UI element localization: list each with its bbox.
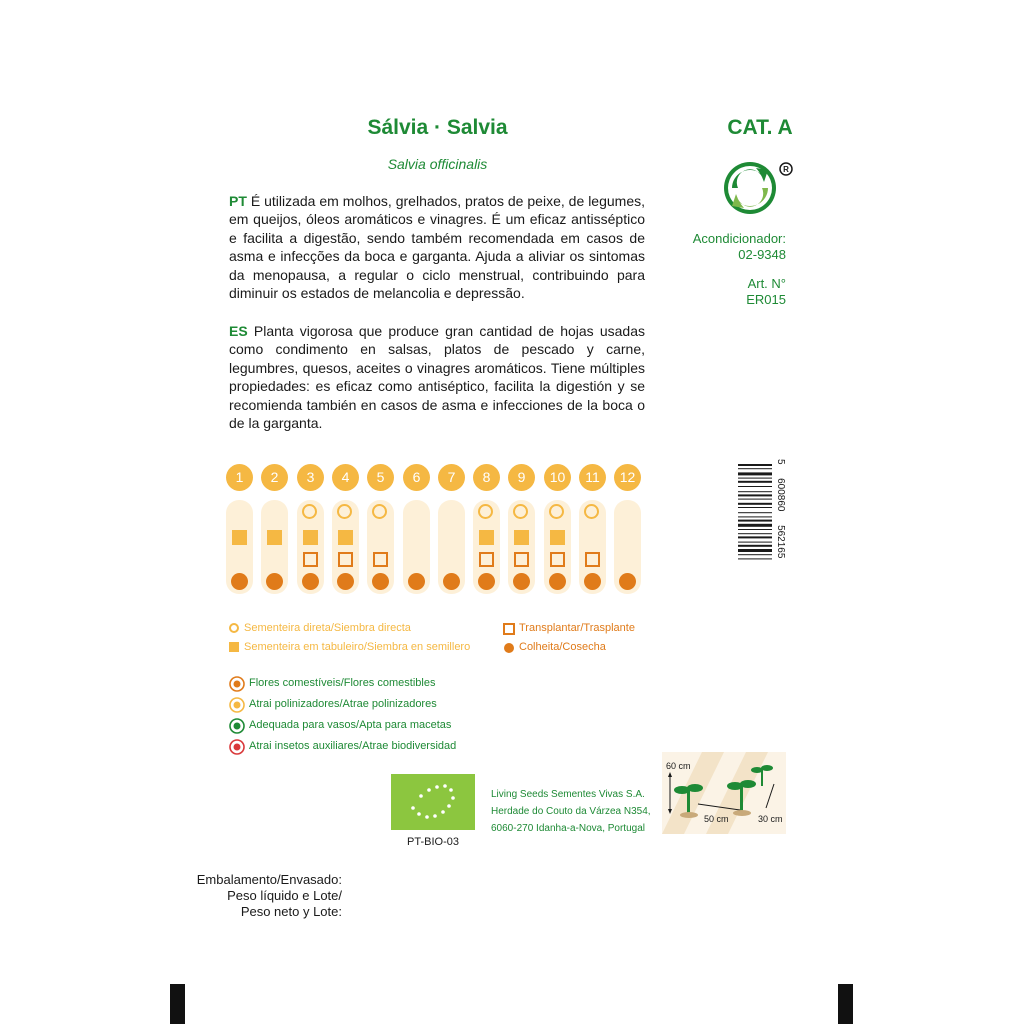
harvest-mark	[549, 573, 566, 590]
edible-flower-icon	[229, 676, 245, 692]
tray-sowing-legend-icon	[229, 642, 239, 652]
packaging-line-3: Peso neto y Lote:	[240, 904, 342, 919]
packaging-line-2: Peso líquido e Lote/	[227, 888, 342, 903]
pot-icon	[229, 718, 245, 734]
plant-spacing-diagram	[662, 752, 786, 834]
legend-tray-sowing: Sementeira em tabuleiro/Siembra en semillero	[244, 641, 471, 653]
feature-label: Atrai insetos auxiliares/Atrae biodiversidad	[249, 740, 457, 752]
tray-sowing-mark	[479, 530, 494, 545]
direct-sowing-mark	[372, 504, 387, 519]
acondicionador	[660, 231, 786, 263]
transplant-mark	[585, 552, 600, 567]
crop-mark-right	[838, 984, 853, 1024]
article-label: Art. N°	[747, 276, 786, 291]
sowing-calendar	[226, 462, 646, 602]
acondicionador-label: Acondicionador:	[692, 231, 786, 246]
insect-icon	[229, 739, 245, 755]
company-line-3: 6060-270 Idanha-a-Nova, Portugal	[491, 823, 645, 834]
tray-sowing-mark	[338, 530, 353, 545]
harvest-legend-icon	[504, 643, 514, 653]
description-pt	[229, 192, 645, 302]
feature-label: Atrai polinizadores/Atrae polinizadores	[249, 698, 437, 710]
pollinator-icon	[229, 697, 245, 713]
direct-sowing-mark	[302, 504, 317, 519]
tray-sowing-mark	[514, 530, 529, 545]
spacing-row: 50 cm	[704, 814, 729, 824]
tray-sowing-mark	[232, 530, 247, 545]
company-line-1: Living Seeds Sementes Vivas S.A.	[491, 789, 645, 800]
tray-sowing-mark	[303, 530, 318, 545]
feature-label: Adequada para vasos/Apta para macetas	[249, 719, 452, 731]
eu-organic-logo	[391, 774, 475, 830]
month-number: 11	[579, 464, 606, 491]
transplant-legend-icon	[503, 623, 515, 635]
organic-code: PT-BIO-03	[407, 836, 459, 848]
tray-sowing-mark	[267, 530, 282, 545]
article-value: ER015	[746, 292, 786, 307]
latin-name: Salvia officinalis	[387, 156, 488, 172]
harvest-mark	[443, 573, 460, 590]
direct-sowing-mark	[337, 504, 352, 519]
harvest-mark	[478, 573, 495, 590]
feature-label: Flores comestíveis/Flores comestibles	[249, 677, 436, 689]
harvest-mark	[584, 573, 601, 590]
direct-sowing-mark	[584, 504, 599, 519]
lang-code-es: ES	[229, 323, 248, 339]
month-number: 8	[473, 464, 500, 491]
month-number: 12	[614, 464, 641, 491]
transplant-mark	[373, 552, 388, 567]
product-title: Sálvia · Salvia	[367, 116, 508, 139]
direct-sowing-legend-icon	[229, 623, 239, 633]
harvest-mark	[372, 573, 389, 590]
month-number: 5	[367, 464, 394, 491]
harvest-mark	[408, 573, 425, 590]
month-number: 1	[226, 464, 253, 491]
month-number: 3	[297, 464, 324, 491]
transplant-mark	[338, 552, 353, 567]
month-number: 7	[438, 464, 465, 491]
spacing-height: 60 cm	[666, 761, 691, 771]
feature-list	[229, 677, 529, 761]
harvest-mark	[266, 573, 283, 590]
transplant-mark	[550, 552, 565, 567]
month-number: 10	[544, 464, 571, 491]
tray-sowing-mark	[550, 530, 565, 545]
month-number: 9	[508, 464, 535, 491]
company-address	[491, 786, 651, 837]
harvest-mark	[619, 573, 636, 590]
description-es-text: Planta vigorosa que produce gran cantidad de hojas usadas como condimento en salsas, platos de pescado y carne, legumbres, quesos, aceites o vinagres aromáticos. Tiene múltiples propiedades: es eficaz como antiséptico, facilita la digestión y se recomienda también en casos de asma e infecciones de la boca o de la garganta.	[229, 323, 645, 432]
transplant-mark	[479, 552, 494, 567]
acondicionador-value: 02-9348	[738, 247, 786, 262]
packaging-info	[150, 872, 342, 920]
harvest-mark	[231, 573, 248, 590]
lang-code-pt: PT	[229, 193, 247, 209]
green-dot-logo	[722, 160, 800, 218]
description-es	[229, 322, 645, 432]
direct-sowing-mark	[513, 504, 528, 519]
harvest-mark	[302, 573, 319, 590]
month-number: 2	[261, 464, 288, 491]
legend-transplant: Transplantar/Trasplante	[519, 622, 635, 634]
transplant-mark	[303, 552, 318, 567]
month-number: 4	[332, 464, 359, 491]
legend-harvest: Colheita/Cosecha	[519, 641, 606, 653]
month-number: 6	[403, 464, 430, 491]
legend-direct-sowing: Sementeira direta/Siembra directa	[244, 622, 411, 634]
transplant-mark	[514, 552, 529, 567]
barcode-digits-c: 562165	[775, 525, 786, 559]
packaging-line-1: Embalamento/Envasado:	[196, 872, 342, 887]
category-label: CAT. A	[727, 116, 793, 139]
barcode	[738, 459, 790, 590]
svg-text:R: R	[783, 165, 789, 174]
description-pt-text: É utilizada em molhos, grelhados, pratos de peixe, de legumes, em queijos, óleos aromáticos e vinagres. É um eficaz antisséptico e facilita a digestão, sendo também recomendada em casos de asma e infecções da boca e garganta. Ajuda a aliviar os sintomas da menopausa, a regular o ciclo menstrual, contribuindo para diminuir os estados de melancolia e depressão.	[229, 193, 645, 302]
spacing-plant: 30 cm	[758, 814, 783, 824]
harvest-mark	[513, 573, 530, 590]
article-number	[660, 276, 786, 308]
company-line-2: Herdade do Couto da Várzea N354,	[491, 806, 651, 817]
barcode-digit-a: 5	[775, 459, 786, 465]
crop-mark-left	[170, 984, 185, 1024]
barcode-digits-b: 600860	[775, 478, 786, 512]
direct-sowing-mark	[549, 504, 564, 519]
harvest-mark	[337, 573, 354, 590]
direct-sowing-mark	[478, 504, 493, 519]
calendar-legend	[229, 622, 659, 658]
